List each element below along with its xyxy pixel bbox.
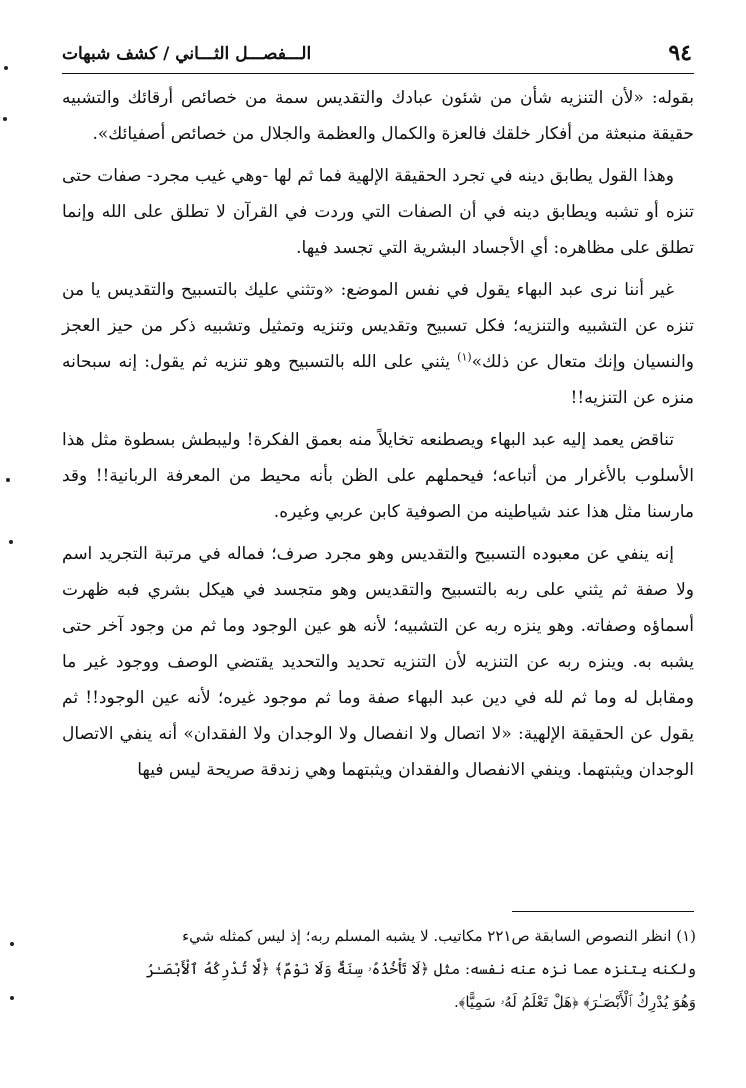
- margin-mark: [10, 996, 14, 1000]
- margin-mark: [9, 540, 13, 544]
- footnote-rule: [512, 911, 694, 912]
- page-header: [62, 38, 692, 72]
- paragraph-4: تناقض يعمد إليه عبد البهاء ويصطنعه تخايلاً منه بعمق الفكرة! وليبطش بسطوة مثل هذا الأسلوب بالأغرار من أتباعه؛ فيحملهم على الظن بأنه محيط من المعرفة الربانية!! وقد مارسنا مثل هذا عند شياطينه من الصوفية كابن عربي وغيره.: [62, 430, 694, 522]
- running-title: الـــفصـــل الثـــاني / كشف شبهات: [62, 44, 312, 64]
- footnote-line-2: ولكنه يتنزه عما نزه عنه نفسه: مثل ﴿لَا تَأْخُذُهُۥ سِنَةٌ وَلَا نَوْمٌ﴾ ﴿لَّا تُدْرِكُهُ ٱلْأَبْصَـٰرُ: [145, 960, 696, 978]
- margin-mark: [6, 478, 10, 482]
- footnote-line-3: وَهُوَ يُدْرِكُ ٱلْأَبْصَـٰرَ﴾ ﴿هَلْ تَعْلَمُ لَهُۥ سَمِيًّا﴾.: [453, 993, 696, 1011]
- footnote-line-1: (١) انظر النصوص السابقة ص٢٢١ مكاتيب. لا يشبه المسلم ربه؛ إذ ليس كمثله شيء: [182, 927, 696, 945]
- paragraph-3-quote: غير أننا نرى عبد البهاء يقول في نفس الموضع: «وتثني عليك بالتسبيح والتقديس يا من تنزه عن التشبيه والتنزيه؛ فكل تسبيح وتقديس وتنزيه وتمثيل وتشبيه ذكر من حيز العجز والنسيان وإنك متعال عن ذلك»: [62, 280, 694, 372]
- paragraph-5: إنه ينفي عن معبوده التسبيح والتقديس وهو مجرد صرف؛ فماله في مرتبة التجريد اسم ولا صفة ثم يثني على ربه بالتسبيح والتقديس وهو متجسد في هيكل بشري فبه ظهرت أسماؤه وصفاته. وهو ينزه ربه عن التشبيه؛ لأنه هو عين الوجود وما ثم من وجود آخر حتى يشبه به. وينزه ربه عن التنزيه لأن التنزيه تحديد والتحديد يقتضي الوصف ووجود غير ما ومقابل له وما ثم لله في دين عبد البهاء صفة وما ثم موجود غيره؛ لأنه عين الوجود!! ثم يقول عن الحقيقة الإلهية: «لا اتصال ولا انفصال ولا الوجدان ولا الفقدان» أنه ينفي الاتصال الوجدان ويثبتهما. وينفي الانفصال والفقدان ويثبتهما وهي زندقة صريحة ليس فيها: [62, 544, 694, 780]
- paragraph-3-rest: يثني على الله بالتسبيح وهو تنزيه ثم يقول: إنه سبحانه منزه عن التنزيه!!: [62, 352, 694, 408]
- main-text: [62, 80, 694, 788]
- margin-mark: [3, 117, 7, 121]
- margin-mark: [10, 942, 14, 946]
- footnote-reference: (١): [457, 350, 472, 364]
- footnote: [62, 920, 696, 1019]
- page-number: ٩٤: [668, 40, 692, 66]
- paragraph-1: بقوله: «لأن التنزيه شأن من شئون عبادك والتقديس سمة من خصائص أرقائك والتشبيه حقيقة منبعثة من أفكار خلقك فالعزة والكمال والعظمة والجلال من خصائص أصفيائك».: [62, 88, 694, 144]
- paragraph-3: [62, 272, 694, 416]
- paragraph-2: وهذا القول يطابق دينه في تجرد الحقيقة الإلهية فما ثم لها -وهي غيب مجرد- صفات حتى تنزه أو تشبه ويطابق دينه في أن الصفات التي وردت في القرآن لا تطلق على الله وإنما تطلق على مظاهره: أي الأجساد البشرية التي تجسد فيها.: [62, 166, 694, 258]
- margin-mark: [4, 66, 8, 70]
- header-rule: [62, 73, 694, 74]
